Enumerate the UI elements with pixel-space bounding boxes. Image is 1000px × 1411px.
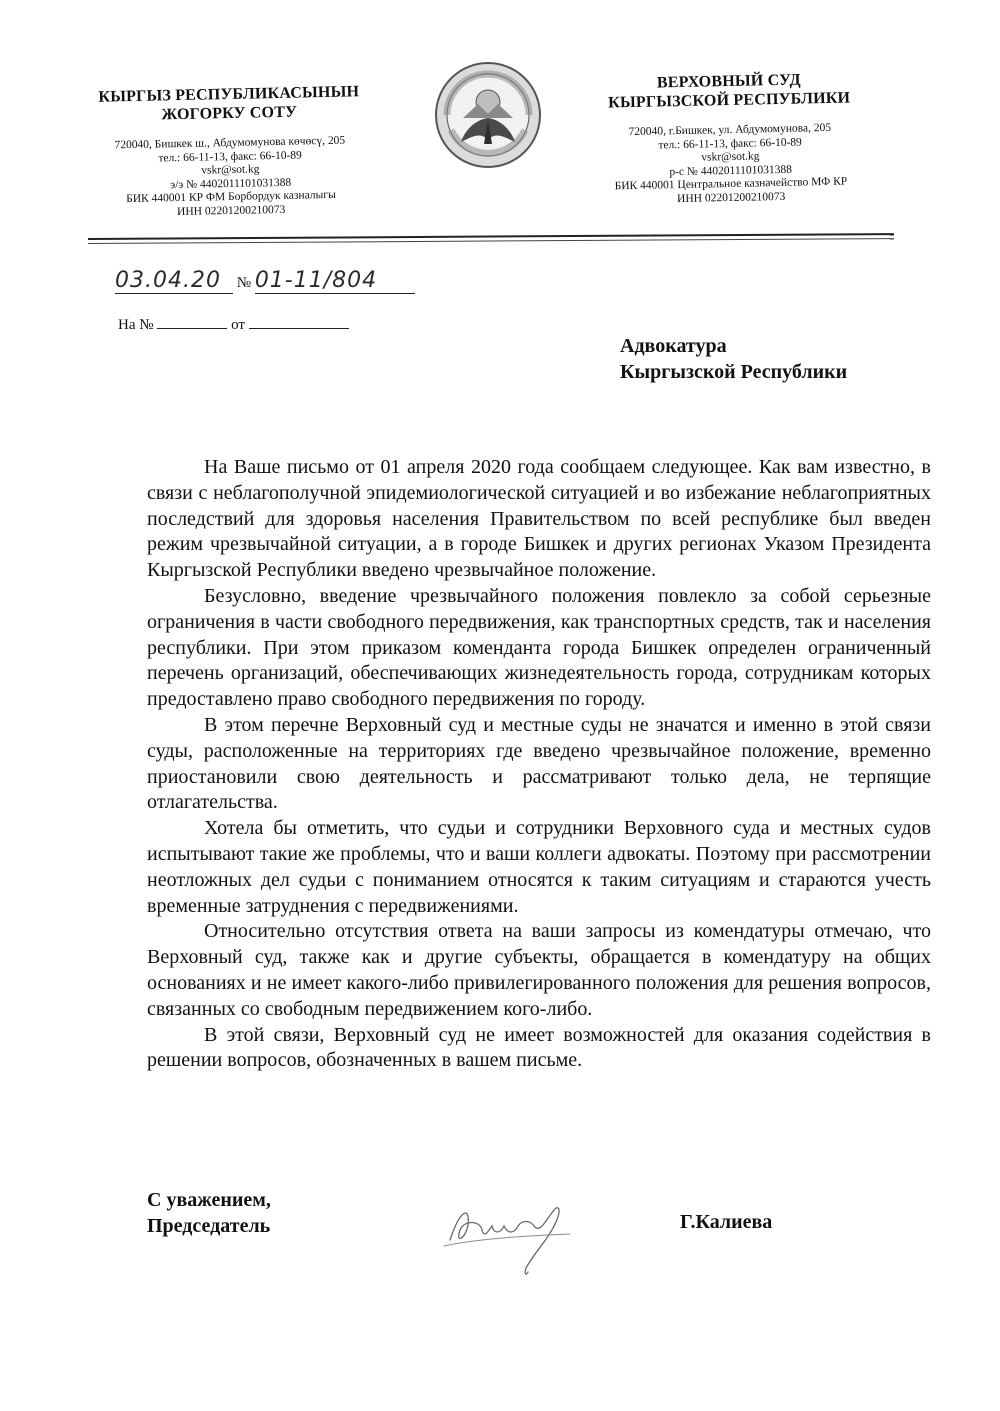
email: vskr@sot.kg (201, 163, 260, 177)
inn: ИНН 02201200210073 (676, 190, 786, 205)
from-label: от (231, 317, 245, 333)
closing-salutation: С уважением, (147, 1189, 271, 1211)
registration-number: 01-11/804 (255, 268, 415, 294)
addressee-line2: Кыргызской Республики (620, 361, 848, 383)
address: 720040, г.Бишкек, ул. Абдумомунова, 205 (628, 121, 832, 139)
paragraph: Хотела бы отметить, что судьи и сотрудники Верховного суда и местных судов испытывают такие же проблемы, что и ваши коллеги адвокаты. Поэтому при рассмотрении неотложных дел судьи с пониманием относятся к таким ситуациям и стараются учесть временные затруднения с передвижениями. (147, 817, 931, 917)
contact-block-kyrgyz (80, 134, 382, 221)
org-title-russian (579, 69, 880, 113)
org-title-line2: КЫРГЫЗСКОЙ РЕСПУБЛИКИ (608, 89, 851, 112)
account-number: р-с № 4402011101031388 (669, 163, 793, 178)
reply-to-label: На № (118, 317, 154, 333)
org-title-line1: КЫРГЫЗ РЕСПУБЛИКАСЫНЫН (98, 83, 360, 106)
addressee-line1: Адвокатура (620, 335, 727, 357)
bik: БИК 440001 Центральное казначейство МФ КР (614, 175, 848, 193)
number-label: № (236, 275, 252, 291)
email: vskr@sot.kg (701, 150, 760, 164)
contact-block-russian (580, 121, 882, 208)
paragraph: На Ваше письмо от 01 апреля 2020 года сообщаем следующее. Как вам известно, в связи с неблагополучной эпидемиологической ситуацией и во избежание неблагоприятных последствий для здоровья населения Правительством по всей республике был введен режим чрезвычайной ситуации, а в городе Бишкек и других регионах Указом Президента Кыргызской Республики введено чрезвычайное положение. (147, 456, 931, 582)
paragraph: В этой связи, Верховный суд не имеет возможностей для оказания содействия в решении вопросов, обозначенных в вашем письме. (147, 1023, 931, 1072)
phone: тел.: 66-11-13, факс: 66-10-89 (658, 135, 802, 152)
state-emblem-icon (433, 60, 543, 170)
address: 720040, Бишкек ш., Абдумомунова көчөсү, 205 (114, 134, 346, 152)
letterhead-russian (579, 69, 882, 208)
paragraph: Относительно отсутствия ответа на ваши запросы из комендатуры отмечаю, что Верховный суд, также как и другие субъекты, обращается в комендатуру на общих основаниях и не имеет какого-либо привилегированного положения для решения вопросов, связанных со свободным передвижением кого-либо. (147, 920, 931, 1020)
reply-date-blank (249, 316, 349, 329)
signatory-name: Г.Калиева (680, 1211, 773, 1233)
letter-body (147, 455, 931, 1074)
phone: тел.: 66-11-13, факс: 66-10-89 (158, 148, 302, 165)
letterhead-kyrgyz (79, 82, 382, 221)
registration-row (115, 268, 415, 294)
org-title-kyrgyz (79, 82, 380, 126)
account-number: э/э № 4402011101031388 (170, 176, 292, 191)
signatory-title: Председатель (147, 1215, 271, 1237)
closing-block (147, 1187, 271, 1239)
org-title-line2: ЖОГОРКУ СОТУ (161, 103, 298, 124)
inn: ИНН 02201200210073 (176, 203, 286, 218)
reply-number-blank (157, 316, 227, 329)
addressee (620, 333, 847, 385)
org-title-line1: ВЕРХОВНЫЙ СУД (656, 71, 801, 92)
registration-date: 03.04.20 (115, 268, 233, 294)
bik: БИК 440001 КР ФМ Борбордук казналыгы (126, 188, 336, 206)
handwritten-signature-icon (430, 1190, 600, 1280)
paragraph: В этом перечне Верховный суд и местные суды не значатся и именно в этой связи суды, расположенные на территориях где введено чрезвычайное положение, временно приостановили свою деятельность и рассматривают только дела, не терпящие отлагательства. (147, 713, 931, 814)
reply-reference-row (118, 316, 349, 334)
paragraph: Безусловно, введение чрезвычайного положения повлекло за собой серьезные ограничения в части свободного передвижения, как транспортных средств, так и населения республики. При этом приказом коменданта города Бишкек определен ограниченный перечень организаций, обеспечивающих жизнедеятельность города, сотрудникам которых предоставлено право свободного передвижения по городу. (147, 584, 931, 711)
